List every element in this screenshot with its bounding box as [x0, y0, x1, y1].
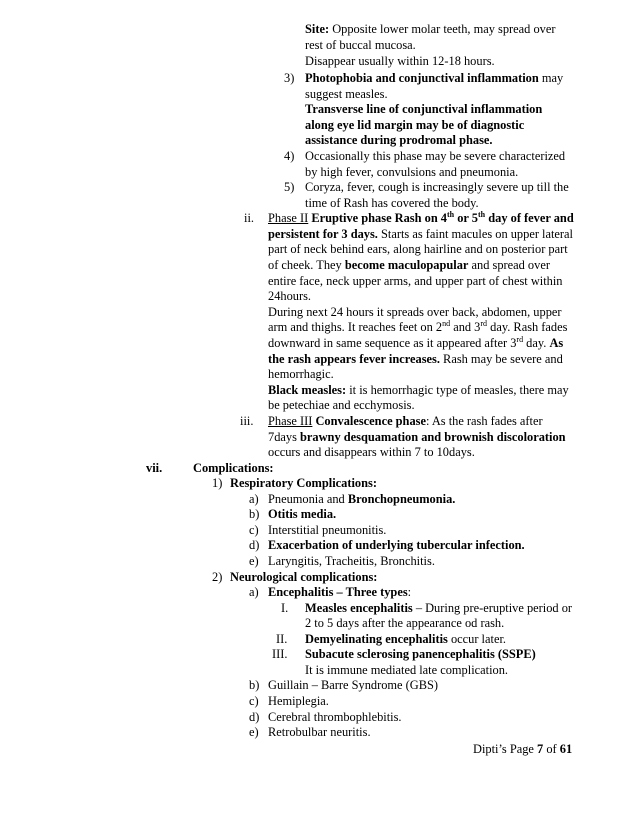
- phase-2-line-2: [268, 227, 573, 242]
- site-line: [305, 22, 556, 37]
- resp-c-text: Interstitial pneumonitis.: [268, 523, 387, 537]
- enc-i-bold: Measles encephalitis: [305, 601, 413, 615]
- item-4-line-2: by high fever, convulsions and pneumonia.: [305, 165, 519, 179]
- phase-3-l2-bold: brawny desquamation and brownish discoloration: [300, 430, 566, 444]
- section-vii-number: vii.: [146, 461, 163, 475]
- footer-total-pages: 61: [559, 742, 573, 756]
- phase-3-number: iii.: [240, 414, 254, 428]
- respiratory-heading: Respiratory Complications:: [230, 476, 377, 490]
- resp-a-plain: Pneumonia and: [268, 492, 348, 506]
- black-measles-label: Black measles:: [268, 383, 347, 397]
- item-4-number: 4): [284, 149, 295, 163]
- item-3-bold-line-1: Transverse line of conjunctival inflammation: [305, 102, 543, 116]
- neuro-a-rest: :: [407, 585, 412, 599]
- respiratory-number: 1): [212, 476, 223, 490]
- phase-2-l9-a: downward in same sequence as it appeared after 3: [268, 336, 517, 350]
- resp-d-number: d): [249, 538, 260, 552]
- site-line-2: rest of buccal mucosa.: [305, 38, 416, 52]
- phase-2-l10-bold: the rash appears fever increases.: [268, 352, 440, 366]
- phase-2-line-4: [268, 258, 550, 273]
- item-5-number: 5): [284, 180, 295, 194]
- black-measles-text: it is hemorrhagic type of measles, there may: [346, 383, 569, 397]
- phase-2-l4-a: of cheek. They: [268, 258, 345, 272]
- phase-3-line-3: occurs and disappears within 7 to 10days.: [268, 445, 475, 459]
- phase-2-label: Phase II: [268, 211, 309, 225]
- neuro-e-text: Retrobulbar neuritis.: [268, 725, 371, 739]
- phase-2-l9-bold: As: [549, 336, 564, 350]
- footer-prefix: Dipti’s Page: [473, 742, 538, 756]
- phase-2-bold-c: day of fever and: [485, 211, 574, 225]
- resp-a-text: [268, 492, 455, 507]
- enc-ii-number: II.: [276, 632, 288, 646]
- phase-2-l2-rest: Starts as faint macules on upper lateral: [377, 227, 573, 241]
- resp-e-number: e): [249, 554, 259, 568]
- neuro-e-number: e): [249, 725, 259, 739]
- neuro-d-number: d): [249, 710, 260, 724]
- site-text: Opposite lower molar teeth, may spread over: [329, 22, 556, 36]
- neuro-number: 2): [212, 570, 223, 584]
- resp-b-text: Otitis media.: [268, 507, 337, 521]
- phase-2-l8-sup-a: nd: [442, 318, 451, 328]
- phase-2-bold-a: Eruptive phase Rash on 4: [308, 211, 448, 225]
- resp-b-number: b): [249, 507, 260, 521]
- phase-2-l8-b: and 3: [450, 320, 481, 334]
- enc-i-rest: – During pre-eruptive period or: [412, 601, 573, 615]
- item-3-line-1: [305, 71, 563, 86]
- enc-ii-line: [305, 632, 506, 647]
- item-5-line-2: time of Rash has covered the body.: [305, 196, 479, 210]
- enc-ii-rest: occur later.: [447, 632, 506, 646]
- footer-page-number: 7: [537, 742, 544, 756]
- neuro-a-number: a): [249, 585, 259, 599]
- page-footer: [473, 742, 572, 757]
- item-3-bold-line-3: assistance during prodromal phase.: [305, 133, 493, 147]
- neuro-heading: Neurological complications:: [230, 570, 378, 584]
- phase-2-number: ii.: [244, 211, 254, 225]
- phase-2-line-3: part of neck behind ears, along hairline and on posterior part: [268, 242, 568, 256]
- phase-2-sup-b: th: [478, 209, 486, 219]
- phase-2-sup-a: th: [447, 209, 455, 219]
- item-3-line-2: suggest measles.: [305, 87, 388, 101]
- resp-a-bold: Bronchopneumonia.: [347, 492, 456, 506]
- item-3-bold: Photophobia and conjunctival inflammation: [305, 71, 539, 85]
- enc-ii-bold: Demyelinating encephalitis: [305, 632, 448, 646]
- item-3-number: 3): [284, 71, 295, 85]
- enc-i-number: I.: [281, 601, 289, 615]
- resp-d-text: Exacerbation of underlying tubercular infection.: [268, 538, 525, 552]
- resp-a-number: a): [249, 492, 259, 506]
- phase-2-line-10: [268, 352, 563, 367]
- enc-i-line-1: [305, 601, 572, 616]
- item-3-rest: may: [538, 71, 564, 85]
- neuro-a-text: [268, 585, 411, 600]
- neuro-a-bold: Encephalitis – Three types: [268, 585, 408, 599]
- black-measles-line-2: be petechiae and ecchymosis.: [268, 398, 415, 412]
- enc-iii-line-1: Subacute sclerosing panencephalitis (SSPE): [305, 647, 536, 661]
- phase-2-l9-sup: rd: [516, 334, 524, 344]
- phase-2-l2-bold: persistent for 3 days.: [268, 227, 378, 241]
- footer-of: of: [543, 742, 560, 756]
- resp-c-number: c): [249, 523, 259, 537]
- neuro-b-text: Guillain – Barre Syndrome (GBS): [268, 678, 439, 692]
- black-measles-line-1: [268, 383, 569, 398]
- disappear-line: Disappear usually within 12-18 hours.: [305, 54, 495, 68]
- neuro-c-text: Hemiplegia.: [268, 694, 329, 708]
- phase-2-line-7: During next 24 hours it spreads over back, abdomen, upper: [268, 305, 562, 319]
- complications-heading: Complications:: [193, 461, 274, 475]
- phase-3-line-1: [268, 414, 543, 429]
- phase-3-l2-a: 7days: [268, 430, 301, 444]
- enc-i-line-2: 2 to 5 days after the appearance od rash.: [305, 616, 505, 630]
- phase-2-line-11: hemorrhagic.: [268, 367, 334, 381]
- phase-2-line-1: [268, 211, 574, 226]
- phase-2-line-5: entire face, neck upper arms, and upper part of chest within: [268, 274, 563, 288]
- phase-2-line-8: [268, 320, 567, 335]
- phase-2-l8-a: arm and thighs. It reaches feet on 2: [268, 320, 443, 334]
- phase-2-line-9: [268, 336, 563, 351]
- site-label: Site:: [305, 22, 330, 36]
- phase-2-l9-b: day.: [523, 336, 550, 350]
- phase-2-l4-bold: become maculopapular: [344, 258, 469, 272]
- phase-2-l8-sup-b: rd: [480, 318, 488, 328]
- resp-e-text: Laryngitis, Tracheitis, Bronchitis.: [268, 554, 435, 568]
- item-4-line-1: Occasionally this phase may be severe characterized: [305, 149, 566, 163]
- neuro-d-text: Cerebral thrombophlebitis.: [268, 710, 402, 724]
- phase-3-rest: : As the rash fades after: [425, 414, 543, 428]
- phase-2-l10-rest: Rash may be severe and: [439, 352, 563, 366]
- item-5-line-1: Coryza, fever, cough is increasingly severe up till the: [305, 180, 569, 194]
- phase-2-bold-b: or 5: [454, 211, 479, 225]
- enc-iii-number: III.: [272, 647, 288, 661]
- neuro-b-number: b): [249, 678, 260, 692]
- item-3-bold-line-2: along eye lid margin may be of diagnostic: [305, 118, 525, 132]
- phase-2-l4-b: and spread over: [468, 258, 550, 272]
- enc-iii-line-2: It is immune mediated late complication.: [305, 663, 509, 677]
- phase-3-line-2: [268, 430, 566, 445]
- neuro-c-number: c): [249, 694, 259, 708]
- phase-3-bold: Convalescence phase: [312, 414, 426, 428]
- phase-2-l8-c: day. Rash fades: [487, 320, 568, 334]
- phase-3-label: Phase III: [268, 414, 313, 428]
- phase-2-line-6: 24hours.: [268, 289, 312, 303]
